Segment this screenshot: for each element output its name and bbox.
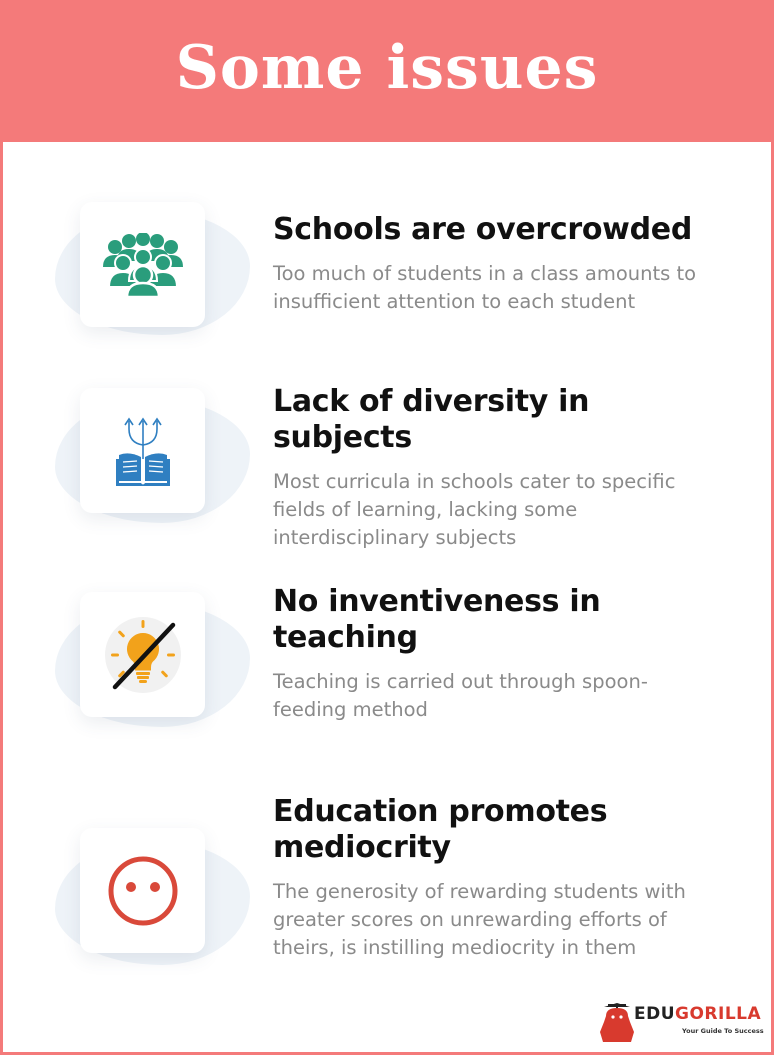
issue-title: Schools are overcrowded xyxy=(273,212,692,247)
issue-text xyxy=(273,384,713,552)
gorilla-icon xyxy=(600,1002,634,1042)
icon-card xyxy=(80,592,205,717)
crossed-bulb-icon xyxy=(103,615,183,695)
issue-description: The generosity of rewarding students with greater scores on unrewarding efforts of theirs, is instilling mediocrity in them xyxy=(273,880,686,959)
logo-brand-part2: GORILLA xyxy=(675,1004,762,1024)
issue-description: Most curricula in schools cater to specific fields of learning, lacking some interdisciplinary subjects xyxy=(273,470,676,549)
issue-description: Teaching is carried out through spoon-feeding method xyxy=(273,670,648,721)
issue-title: No inventiveness in teaching xyxy=(273,584,601,655)
issue-description: Too much of students in a class amounts to insufficient attention to each student xyxy=(273,262,697,313)
issue-text xyxy=(273,584,713,724)
icon-card xyxy=(80,388,205,513)
edugorilla-logo xyxy=(600,1002,764,1042)
icon-card xyxy=(80,202,205,327)
issue-title: Lack of diversity in subjects xyxy=(273,384,590,455)
issue-title: Education promotes mediocrity xyxy=(273,794,608,865)
issue-text xyxy=(273,794,713,962)
logo-tagline: Your Guide To Success xyxy=(682,1027,764,1035)
crowd-icon xyxy=(101,233,185,297)
page-title: Some issues xyxy=(175,33,599,103)
book-arrows-icon xyxy=(115,415,171,487)
logo-brand-part1: EDU xyxy=(634,1004,676,1024)
logo-wordmark xyxy=(634,1004,761,1024)
issue-text xyxy=(273,212,713,316)
neutral-face-icon xyxy=(105,853,181,929)
header-banner xyxy=(0,0,774,142)
icon-card xyxy=(80,828,205,953)
